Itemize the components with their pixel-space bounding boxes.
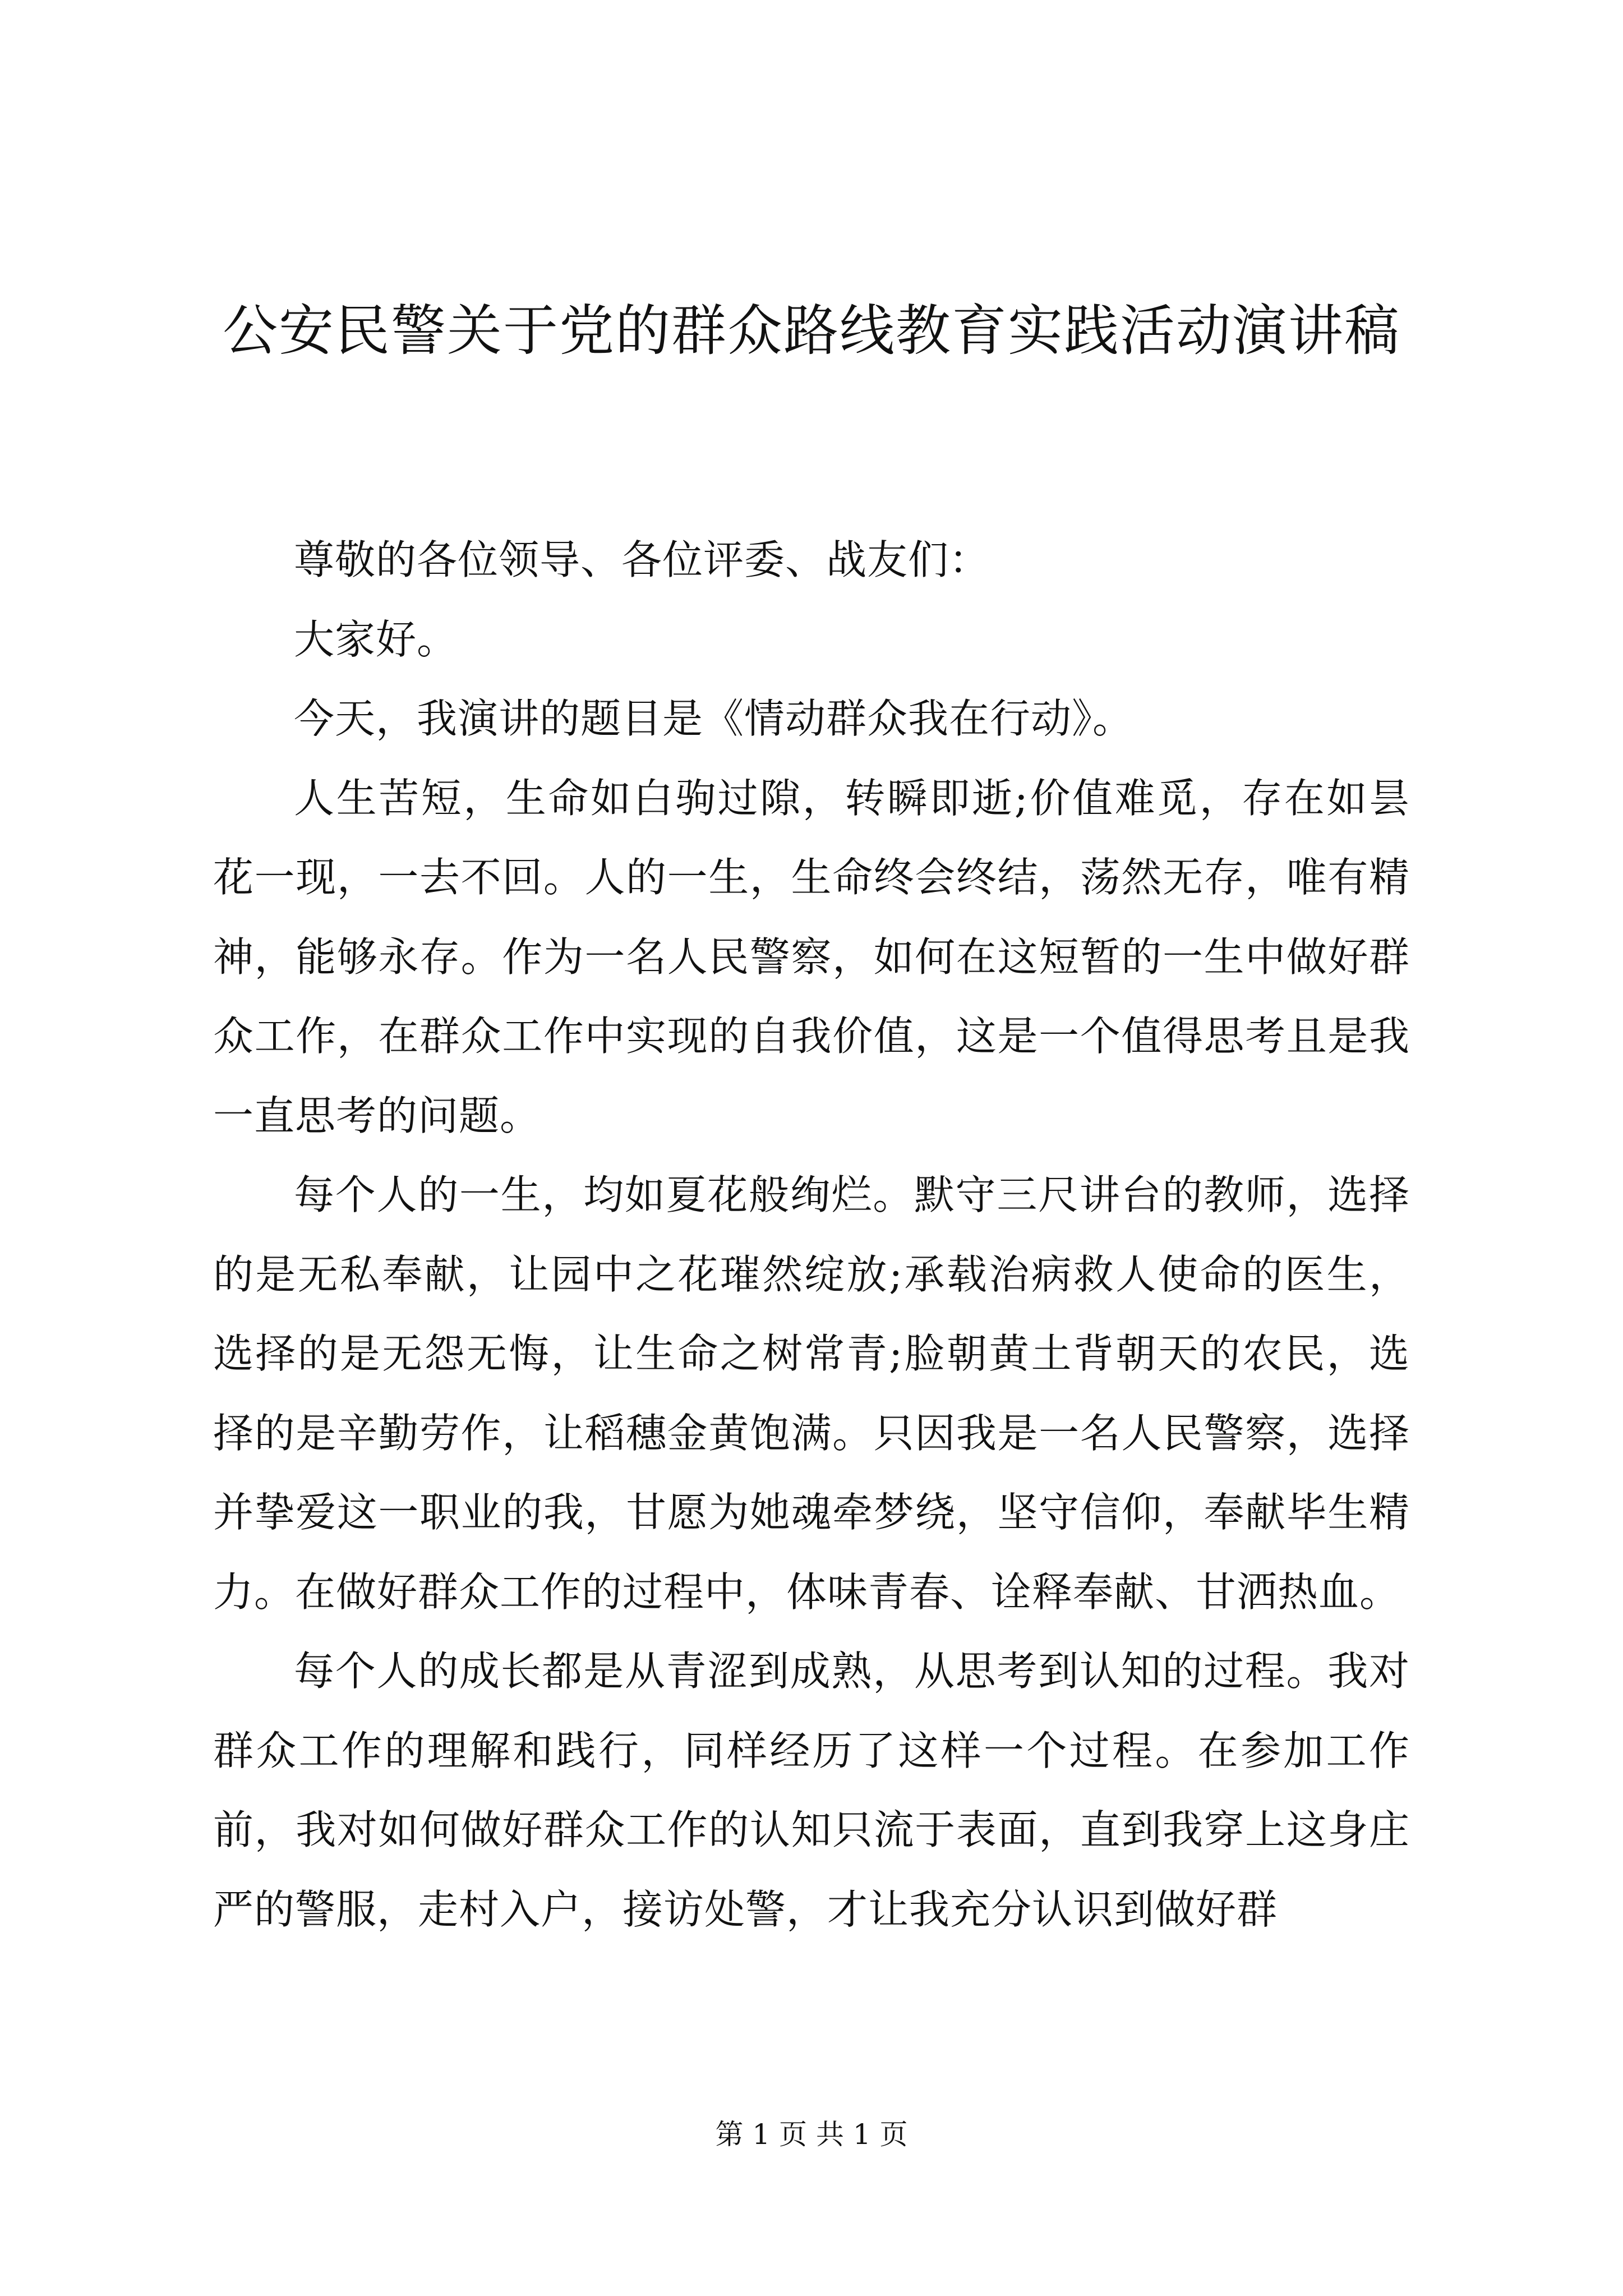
body-paragraph: 每个人的成长都是从青涩到成熟，从思考到认知的过程。我对群众工作的理解和践行，同样经历了这样一个过程。在参加工作前，我对如何做好群众工作的认知只流于表面，直到我穿上这身庄严的警服，走村入户，接访处警，才让我充分认识到做好群 <box>213 1648 1410 1933</box>
body-paragraph: 人生苦短，生命如白驹过隙，转瞬即逝;价值难觅，存在如昙花一现，一去不回。人的一生，生命终会终结，荡然无存，唯有精神，能够永存。作为一名人民警察，如何在这短暂的一生中做好群众工作，在群众工作中实现的自我价值，这是一个值得思考且是我一直思考的问题。 <box>213 774 1410 1139</box>
greeting-paragraph: 尊敬的各位领导、各位评委、战友们： <box>294 536 990 583</box>
hello-paragraph: 大家好。 <box>294 615 458 663</box>
topic-paragraph: 今天，我演讲的题目是《情动群众我在行动》。 <box>294 695 1134 742</box>
body-paragraph: 每个人的一生，均如夏花般绚烂。默守三尺讲台的教师，选择的是无私奉献，让园中之花璀然绽放;承载治病救人使命的医生，选择的是无怨无悔，让生命之树常青;脸朝黄土背朝天的农民，选择的是辛勤劳作，让稻穗金黄饱满。只因我是一名人民警察，选择并挚爱这一职业的我，甘愿为她魂牵梦绕，坚守信仰，奉献毕生精力。在做好群众工作的过程中，体味青春、诠释奉献、甘洒热血。 <box>213 1171 1410 1616</box>
page-footer: 第 1 页 共 1 页 <box>715 2118 908 2151</box>
document-title: 公安民警关于党的群众路线教育实践活动演讲稿 <box>222 299 1400 363</box>
document-body <box>213 521 1410 1949</box>
